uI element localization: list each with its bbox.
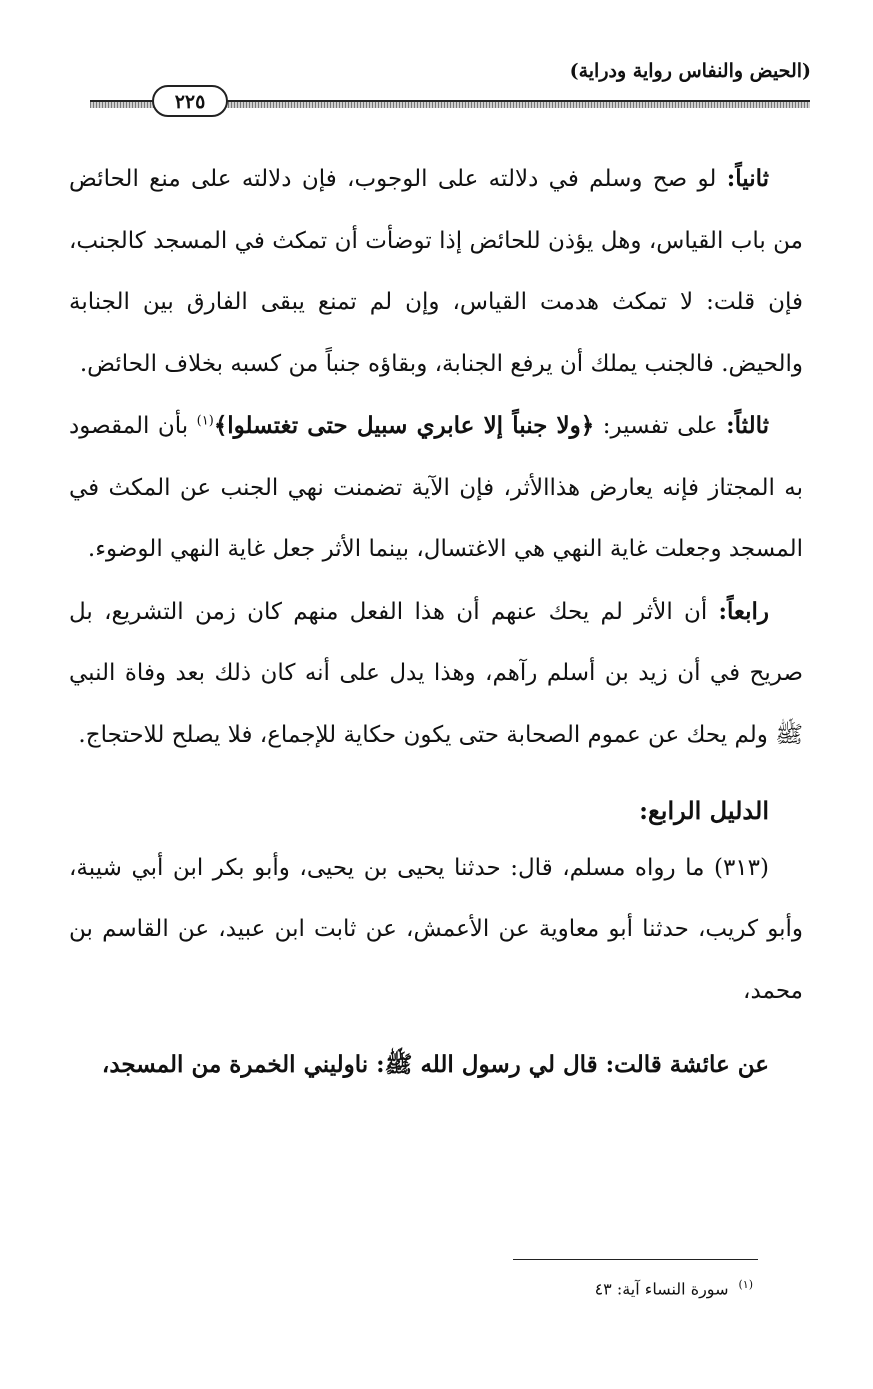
footnote-mark: (١) xyxy=(738,1278,753,1291)
paragraph-lead: ثانياً: xyxy=(726,165,769,192)
paragraph-thirdly xyxy=(69,395,803,581)
hadith-text: عن عائشة قالت: قال لي رسول الله ﷺ: ناوليني الخمرة من المسجد، xyxy=(101,1051,769,1078)
hadith-chain: (٣١٣) ما رواه مسلم، قال: حدثنا يحيى بن يحيى، وأبو بكر ابن أبي شيبة، وأبو كريب، حدثنا أبو معاوية عن الأعمش، عن ثابت ابن عبيد، عن القاسم بن محمد، xyxy=(69,854,803,1004)
section-heading: الدليل الرابع: xyxy=(639,796,769,825)
paragraph-body: على تفسير: xyxy=(594,413,727,439)
paragraph-body: لو صح وسلم في دلالته على الوجوب، فإن دلالته على منع الحائض من باب القياس، وهل يؤذن للحائض إذا توضأت أن تمكث في المسجد كالجنب، فإن قلت: لا تمكث هدمت القياس، وإن لم تمنع يبقى الفارق بين الجنابة والحيض. فالجنب يملك أن يرفع الجنابة، وبقاؤه جنباً من كسبه بخلاف الحائض. xyxy=(69,166,803,377)
quran-verse: ﴿ولا جنباً إلا عابري سبيل حتى تغتسلوا﴾ xyxy=(213,412,595,439)
footnote-reference[interactable]: (١) xyxy=(196,413,214,429)
paragraph-body: بأن المقصود به المجتاز فإنه يعارض هذاالأثر، فإن الآية تضمنت نهي الجنب عن المكث في المسجد وجعلت غاية النهي هي الاغتسال، بينما الأثر جعل غاية النهي الوضوء. xyxy=(69,413,803,562)
paragraph-fourthly xyxy=(69,581,803,767)
paragraph-lead: رابعاً: xyxy=(718,597,769,625)
footnote xyxy=(595,1278,753,1298)
footnote-text: سورة النساء آية: ٤٣ xyxy=(594,1279,729,1299)
paragraph-body: أن الأثر لم يحك عنهم أن هذا الفعل منهم كان زمن التشريع، بل صريح في أن زيد بن أسلم رآهم، وهذا يدل على أنه كان ذلك بعد وفاة النبي ﷺ ولم يحك عن عموم الصحابة حتى يكون حكاية للإجماع، فلا يصلح للاحتجاج. xyxy=(69,598,803,748)
paragraph-lead: ثالثاً: xyxy=(726,412,769,439)
paragraph-secondly xyxy=(69,148,803,395)
running-title: (الحيض والنفاس رواية ودراية) xyxy=(569,60,811,82)
page-number: ٢٢٥ xyxy=(152,85,228,117)
main-text xyxy=(69,148,803,1096)
footnote-separator xyxy=(513,1259,758,1260)
